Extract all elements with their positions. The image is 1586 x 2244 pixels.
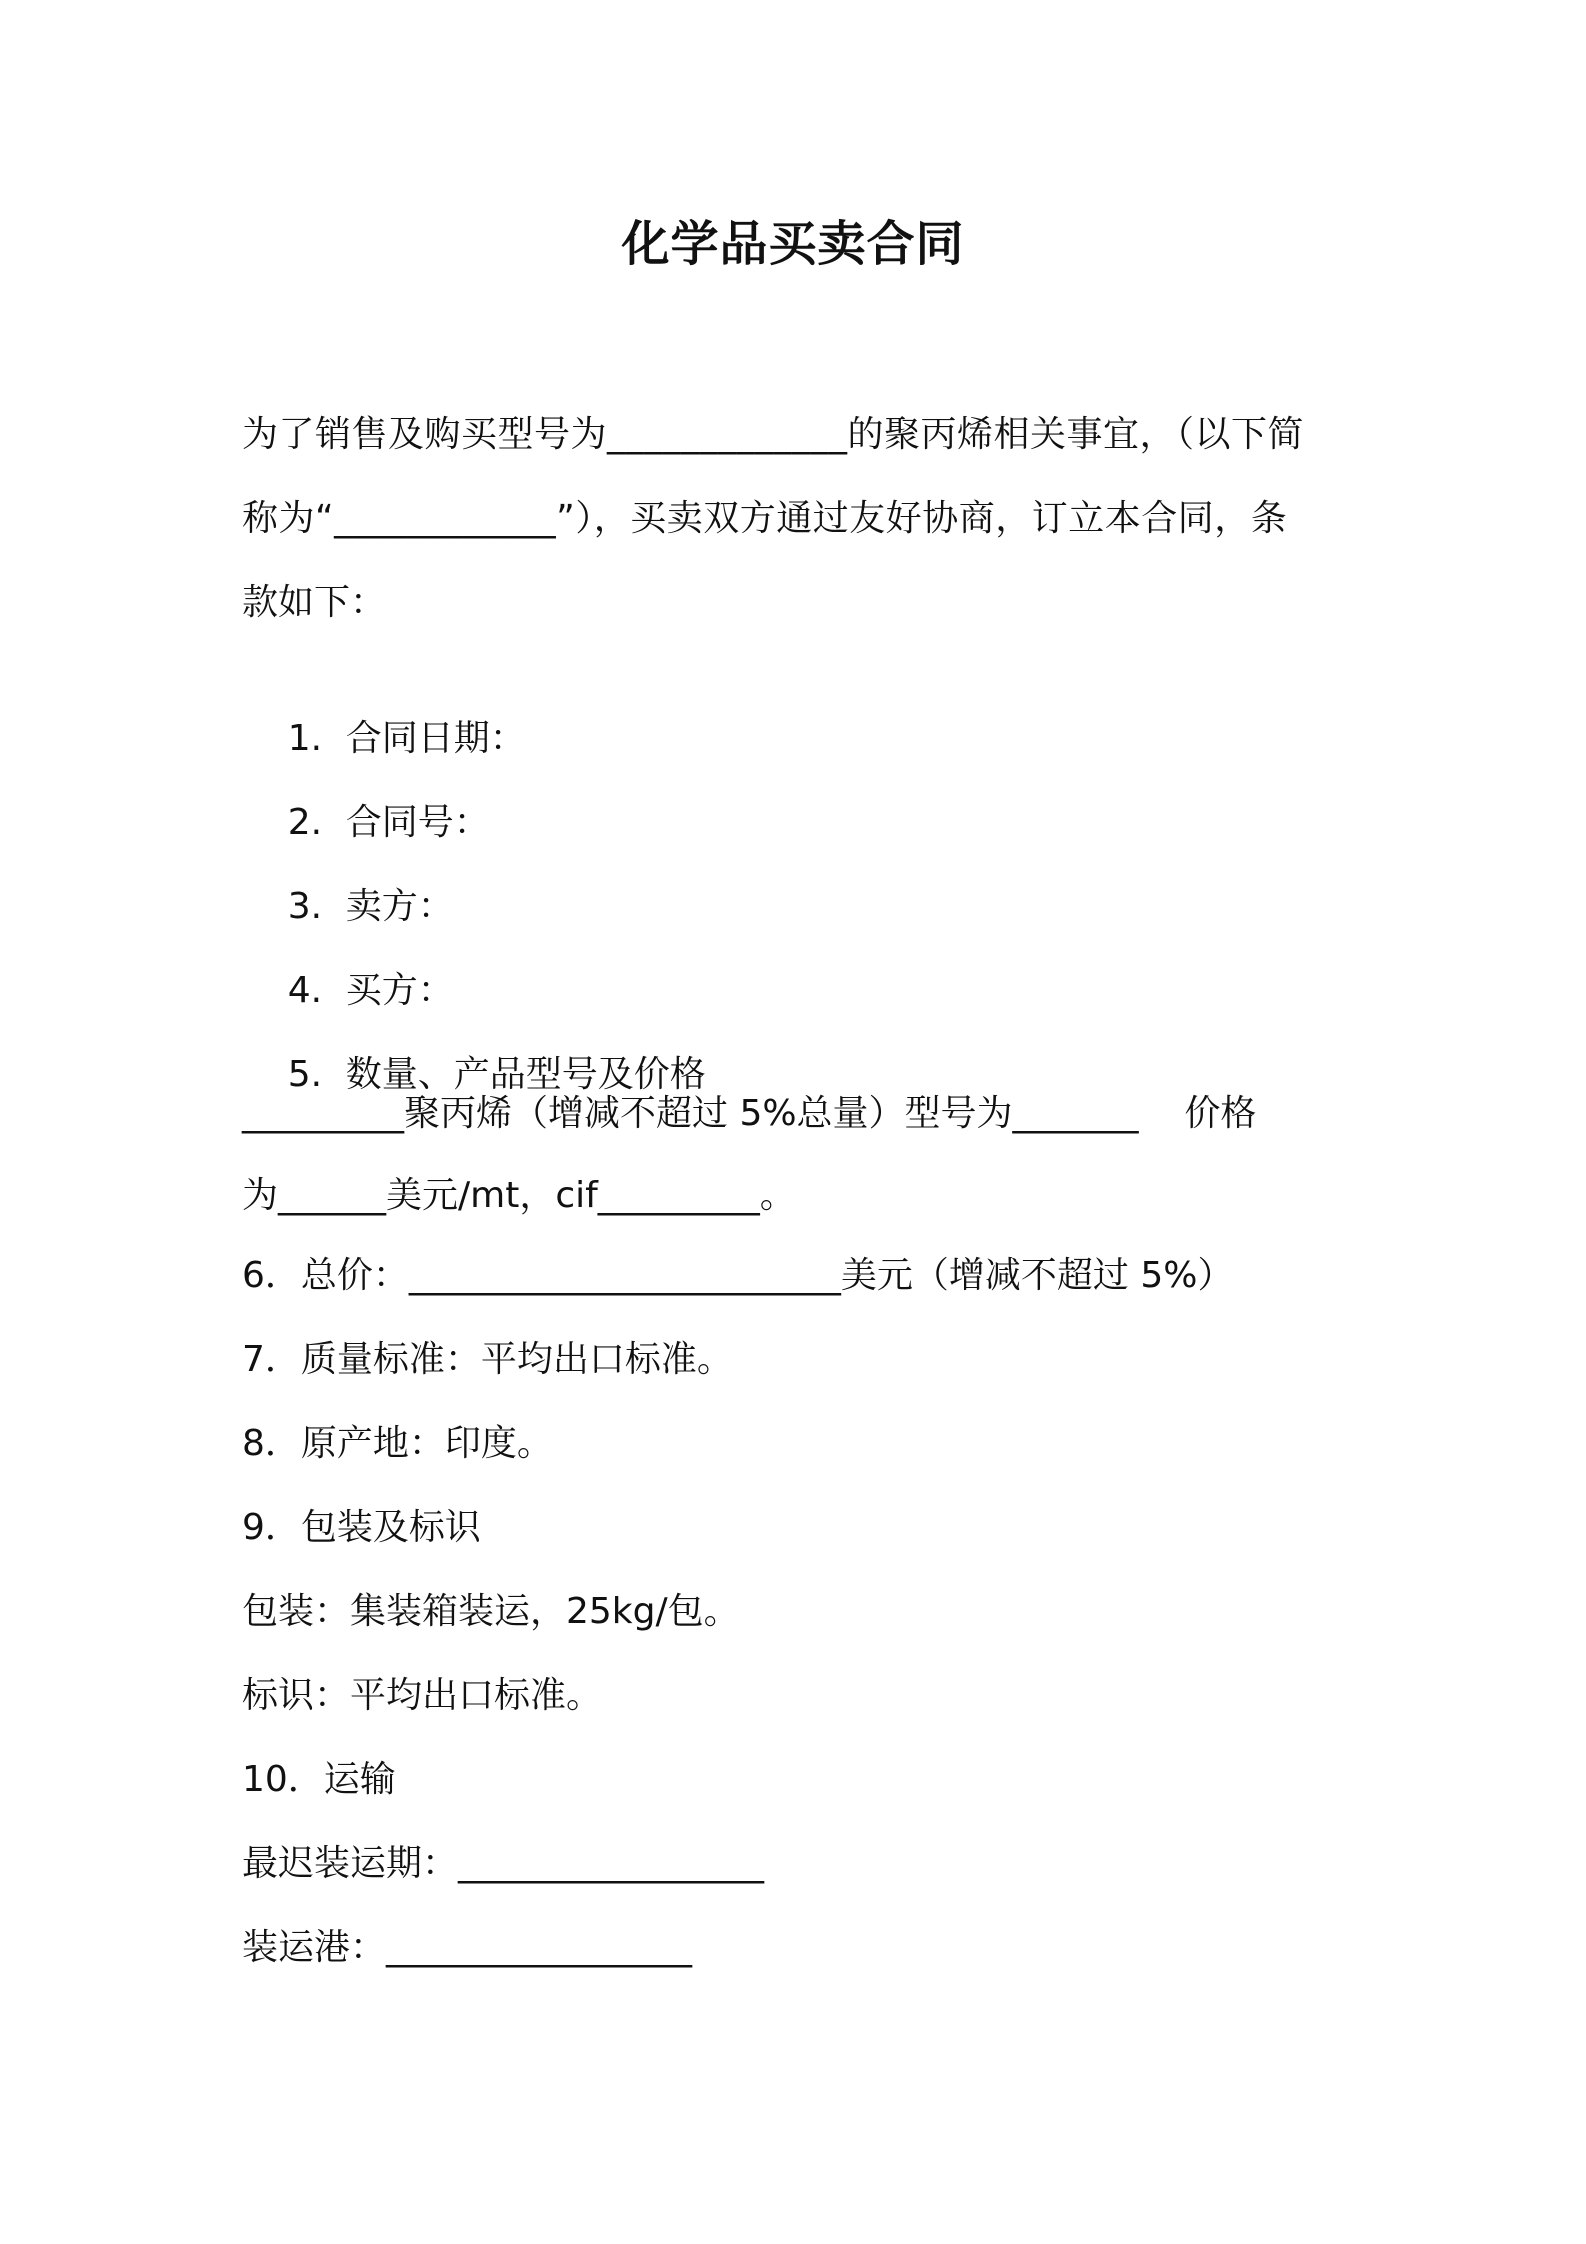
packing-line: 包装：集装箱装运，25kg/包。 bbox=[242, 1591, 740, 1632]
intro-line-2: 称为“____________”），买卖双方通过友好协商，订立本合同，条 bbox=[242, 498, 1288, 539]
seller-label: 卖方： bbox=[345, 886, 454, 927]
list-item-number: 4. bbox=[287, 970, 323, 1011]
contract-date-label: 合同日期： bbox=[345, 718, 526, 759]
list-item-number: 2. bbox=[287, 802, 323, 843]
packing-heading: 9．包装及标识 bbox=[242, 1507, 481, 1548]
buyer-label: 买方： bbox=[345, 970, 454, 1011]
loading-port-line: 装运港：_________________ bbox=[242, 1927, 693, 1968]
intro-line-1: 为了销售及购买型号为_____________的聚丙烯相关事宜，（以下简 bbox=[242, 414, 1305, 455]
quantity-model-price-heading: 数量、产品型号及价格 bbox=[345, 1054, 706, 1095]
quality-standard-line: 7．质量标准：平均出口标准。 bbox=[242, 1339, 733, 1380]
marking-line: 标识：平均出口标准。 bbox=[242, 1675, 603, 1716]
contract-number-label: 合同号： bbox=[345, 802, 490, 843]
item5-detail-line-1: _________聚丙烯（增减不超过 5%总量）型号为_______ 价格 bbox=[242, 1093, 1257, 1134]
intro-line-3: 款如下： bbox=[242, 582, 387, 623]
document-title: 化学品买卖合同 bbox=[621, 216, 965, 272]
list-item-number: 5. bbox=[287, 1054, 323, 1095]
item5-detail-line-2: 为______美元/mt，cif_________。 bbox=[242, 1175, 796, 1216]
list-item-number: 1. bbox=[287, 718, 323, 759]
list-item-number: 3. bbox=[287, 886, 323, 927]
transport-heading: 10．运输 bbox=[242, 1759, 396, 1800]
latest-shipment-line: 最迟装运期：_________________ bbox=[242, 1843, 765, 1884]
origin-line: 8．原产地：印度。 bbox=[242, 1423, 553, 1464]
total-price-line: 6．总价：________________________美元（增减不超过 5%） bbox=[242, 1255, 1234, 1296]
